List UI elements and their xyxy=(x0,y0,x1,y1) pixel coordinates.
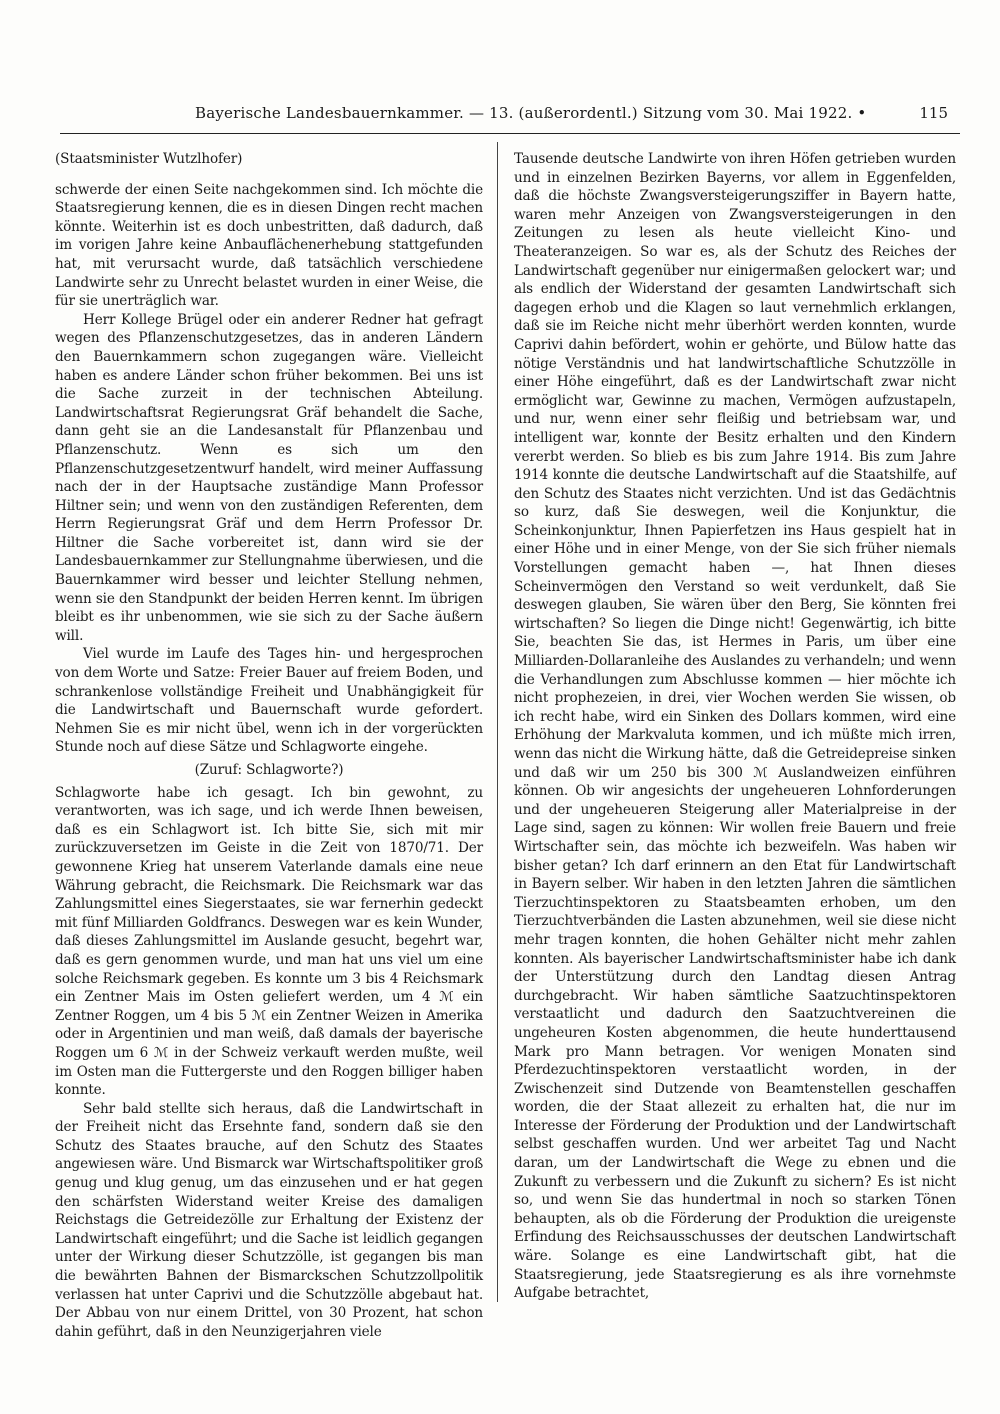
left-column xyxy=(55,150,483,1341)
paragraph: schwerde der einen Seite nachgekommen sind. Ich möchte die Staatsregierung kennen, die es in diesen Dingen recht machen könnte. Weiterhin ist es doch unbestritten, daß dadurch, daß im vorigen Jahre keine Anbauflächenerhebung stattgefunden hat, mit verursacht wurde, daß tatsächlich verschiedene Landwirte sehr zu Unrecht belastet wurden in einer Weise, die für sie unerträglich war. xyxy=(55,181,483,310)
paragraph: Herr Kollege Brügel oder ein anderer Redner hat gefragt wegen des Pflanzenschutzgesetzes, das in anderen Ländern den Bauernkammern schon zugegangen wäre. Vielleicht haben es andere Länder schon früher bekommen. Bei uns ist die Sache zurzeit in der technischen Abteilung. Landwirtschaftsrat Regierungsrat Gräf behandelt die Sache, dann geht sie an die Landesanstalt für Pflanzenbau und Pflanzenschutz. Wenn es sich um den Pflanzenschutzgesetzentwurf handelt, wird meiner Auffassung nach der in der Hauptsache zuständige Mann Professor Hiltner sein; und wenn von den zuständigen Referenten, dem Herrn Regierungsrat Gräf und dem Herrn Professor Dr. Hiltner die Sache vorbereitet ist, dann wird sie der Landesbauernkammer zur Stellungnahme überwiesen, und die Bauernkammer wird besser und leichter Stellung nehmen, wenn sie den Standpunkt der beiden Herren kennt. Im übrigen bleibt es ihr unbenommen, wie sie sich zu der Sache äußern will. xyxy=(55,311,483,644)
running-title: Bayerische Landesbauernkammer. — 13. (außerordentl.) Sitzung vom 30. Mai 1922. • xyxy=(195,104,867,122)
column-divider xyxy=(497,142,498,1302)
interjection: (Zuruf: Schlagworte?) xyxy=(194,762,344,778)
page-number: 115 xyxy=(919,104,948,122)
header-rule xyxy=(60,133,960,134)
paragraph: Sehr bald stellte sich heraus, daß die Landwirtschaft in der Freiheit nicht das Ersehnte fand, sondern daß sie den Schutz des Staates brauche, auf den Schutz des Staates angewiesen wäre. Und Bismarck war Wirtschaftspolitiker groß genug und klug genug, um das einzusehen und er hat gegen den schärfsten Widerstand weiter Kreise des damaligen Reichstags die Getreidezölle zur Erhaltung der Existenz der Landwirtschaft eingeführt; und die Sache ist leidlich gegangen unter der Wirkung dieser Schutzzölle, ist gegangen bis man die bewährten Bahnen der Bismarckschen Schutzzollpolitik verlassen hat unter Caprivi und die Schutzzölle abgebaut hat. Der Abbau von nur einem Drittel, von 30 Prozent, hat schon dahin geführt, daß in den Neunzigerjahren viele xyxy=(55,1100,483,1340)
speaker-name: (Staatsminister Wutzlhofer) xyxy=(55,151,243,167)
running-header xyxy=(60,100,960,128)
paragraph: Schlagworte habe ich gesagt. Ich bin gewohnt, zu verantworten, was ich sage, und ich werde Ihnen beweisen, daß es ein Schlagwort ist. Ich bitte Sie, sich mit mir zurückzuversetzen im Geiste in die Zeit von 1870/71. Der gewonnene Krieg hat unserem Vaterlande damals eine neue Währung gebracht, die Reichsmark. Die Reichsmark war das Zahlungsmittel eines Siegerstaates, sie war fernerhin gedeckt mit fünf Milliarden Goldfrancs. Deswegen war es kein Wunder, daß dieses Zahlungsmittel im Auslande gesucht, begehrt war, daß es gern genommen wurde, und man hat uns viel um eine solche Reichsmark gegeben. Es konnte um 3 bis 4 Reichsmark ein Zentner Mais im Osten geliefert werden, um 4 ℳ ein Zentner Roggen, um 4 bis 5 ℳ ein Zentner Weizen in Amerika oder in Argentinien und man weiß, daß damals der bayerische Roggen um 6 ℳ in der Schweiz verkauft werden mußte, weil im Osten man die Futtergerste und den Roggen billiger haben konnte. xyxy=(55,784,483,1099)
paragraph: Tausende deutsche Landwirte von ihren Höfen getrieben wurden und in einzelnen Bezirken Bayerns, vor allem in Eggenfelden, daß die höchste Zwangsversteigerungsziffer in Bayern hatte, waren mehr Anzeigen von Zwangsversteigerungen in den Zeitungen zu lesen als heute vielleicht Kino- und Theateranzeigen. So war es, als der Schutz des Reiches der Landwirtschaft gegenüber nur einigermaßen gelockert war; und als endlich der Widerstand der gesamten Landwirtschaft sich dagegen erhob und die Klagen so laut vernehmlich erklangen, daß sie im Reiche nicht mehr überhört werden konnten, wurde Caprivi dahin befördert, wohin er gehörte, und Bülow hatte das nötige Verständnis und hat landwirtschaftliche Schutzzölle in einer Höhe eingeführt, daß es der Landwirtschaft zwar nicht ermöglicht war, Gewinne zu machen, Vermögen aufzustapeln, und nur, wenn einer sehr fleißig und betriebsam war, und intelligent war, konnte der Besitz erhalten und den Kindern vererbt werden. So blieb es bis zum Jahre 1914. Bis zum Jahre 1914 konnte die deutsche Landwirtschaft auf die Staatshilfe, auf den Schutz des Staates nicht verzichten. Und ist das Gedächtnis so kurz, daß Sie deswegen, weil die Konjunktur, die Scheinkonjunktur, Ihnen Papierfetzen ins Haus gespielt hat in einer Höhe und in einer Menge, von der Sie sich früher niemals Vorstellungen gemacht haben —, hat Ihnen dieses Scheinvermögen den Verstand so weit verdunkelt, daß Sie deswegen glauben, Sie wären über den Berg, Sie könnten frei wirtschaften? So liegen die Dinge nicht! Gegenwärtig, ich bitte Sie, beachten Sie das, ist Hermes in Paris, um über eine Milliarden-Dollaranleihe des Auslandes zu verhandeln; und wenn die Verhandlungen zum Abschlusse kommen — hier möchte ich nicht prophezeien, in drei, vier Wochen werden Sie wissen, ob ich recht habe, wird ein Sinken des Dollars kommen, wird eine Erhöhung der Markvaluta kommen, und ich müßte mich irren, wenn das nicht die Wirkung hätte, daß die Getreidepreise sinken und daß wir um 250 bis 300 ℳ Auslandweizen einführen können. Ob wir angesichts der ungeheueren Lohnforderungen und der ungeheueren Steigerung aller Materialpreise in der Lage sind, sagen zu können: Wir wollen freie Bauern und freie Wirtschafter sein, das möchte ich bezweifeln. Was haben wir bisher getan? Ich darf erinnern an den Etat für Landwirtschaft in Bayern selber. Wir haben in den letzten Jahren die sämtlichen Tierzuchtinspektoren zu Staatsbeamten erhoben, um den Tierzuchtverbänden die Lasten abzunehmen, weil sie diese nicht mehr tragen konnten, die hohen Gehälter nicht mehr zahlen konnten. Als bayerischer Landwirtschaftsminister habe ich dank der Unterstützung durch den Landtag diesen Antrag durchgebracht. Wir haben sämtliche Saatzuchtinspektoren verstaatlicht und dadurch den Saatzuchtvereinen die ungeheuren Kosten abgenommen, die heute hunderttausend Mark pro Mann betragen. Vor wenigen Monaten sind Pferdezuchtinspektoren verstaatlicht worden, in der Zwischenzeit sind Dutzende von Beamtenstellen geschaffen worden, die der Staat allezeit zu erhalten hat, die nur im Interesse der Förderung der Produktion und der Landwirtschaft selbst geschaffen wurden. Und wer arbeitet Tag und Nacht daran, um der Landwirtschaft die Wege zu ebnen und die Zukunft zu verbessern und die Zukunft zu sichern? Es ist nicht so, und wenn Sie das hundertmal in noch so starken Tönen behaupten, als ob die Förderung der Produktion die ureigenste Erfindung des Reichsausschusses der deutschen Landwirtschaft wäre. Solange es eine Landwirtschaft gibt, hat die Staatsregierung, jede Staatsregierung es als ihre vornehmste Aufgabe betrachtet, xyxy=(514,151,956,1302)
paragraph: Viel wurde im Laufe des Tages hin- und hergesprochen von dem Worte und Satze: Freier Bauer auf freiem Boden, und schrankenlose vollständige Freiheit und Unabhängigkeit für die Landwirtschaft und Bauernschaft wurde gefordert. Nehmen Sie es mir nicht übel, wenn ich in der vorgerückten Stunde noch auf diese Sätze und Schlagworte eingehe. xyxy=(55,646,483,756)
right-column xyxy=(514,150,956,1303)
